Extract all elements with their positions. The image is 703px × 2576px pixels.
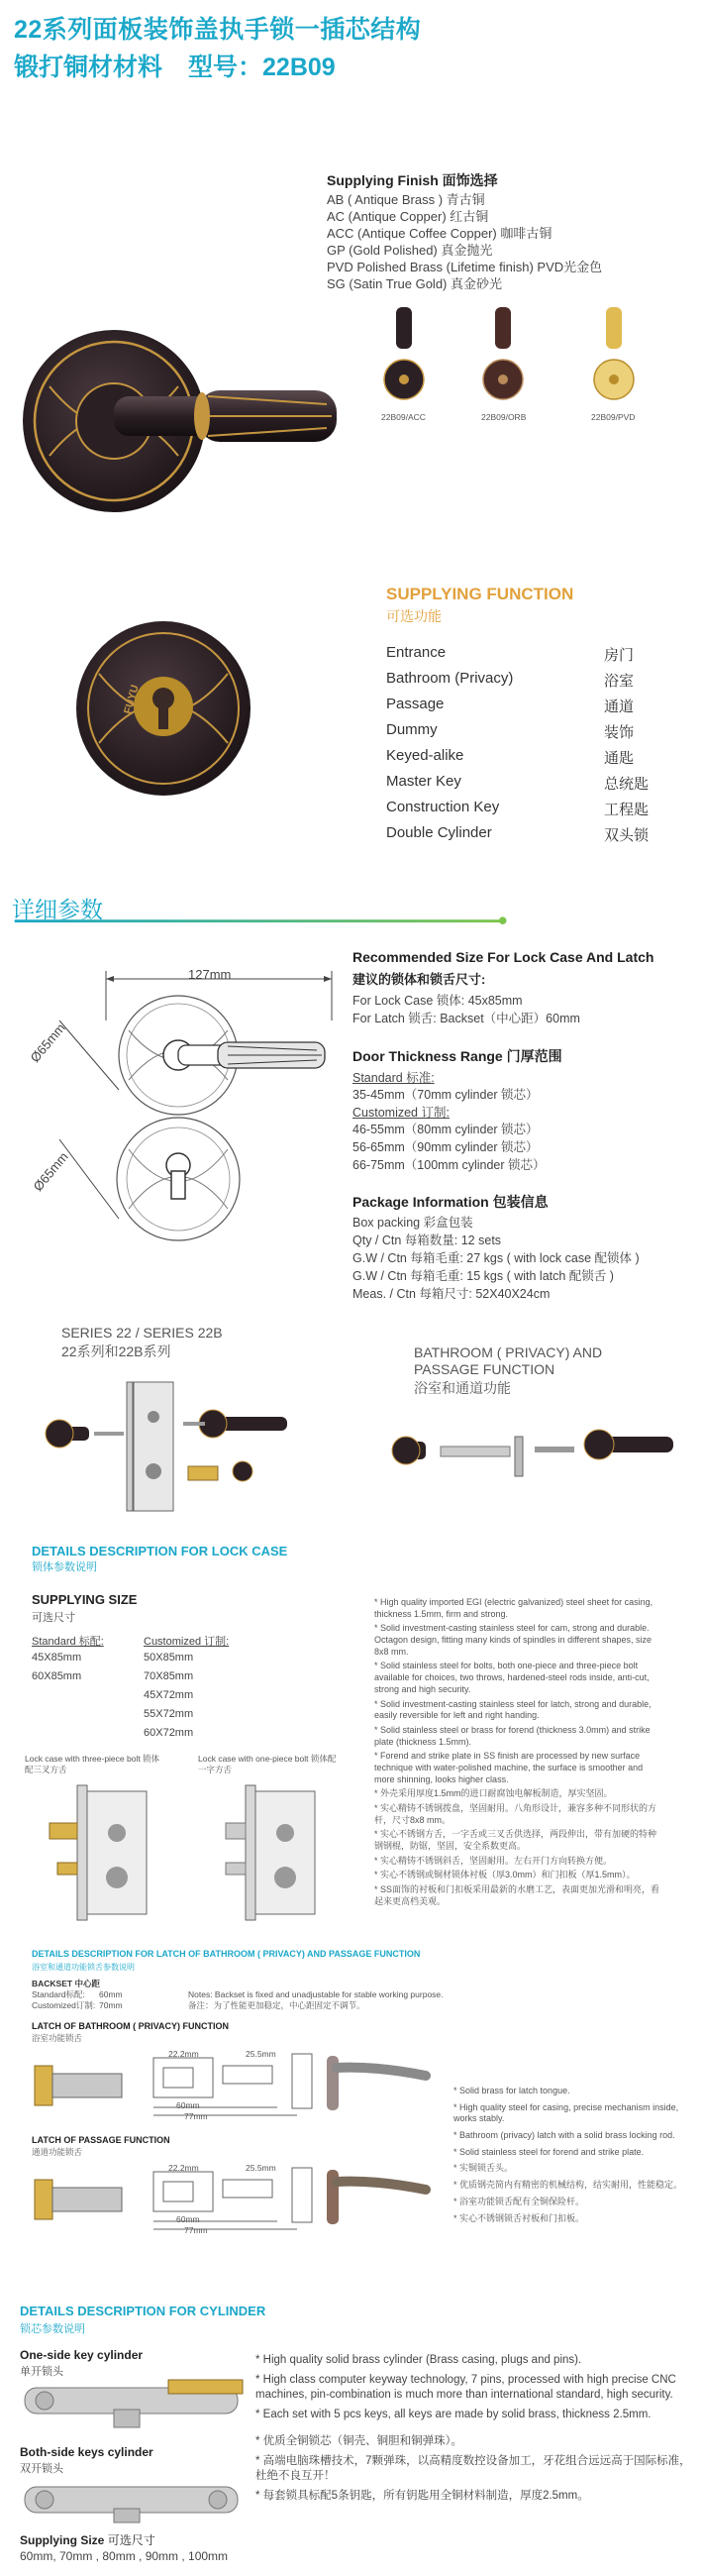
bullet: * 优质钢壳简内有精密的机械结构，结实耐用，性能稳定。 xyxy=(453,2180,683,2191)
bullet-text: High quality imported EGI (electric galvanized) steel sheet for casing, thickness 1.5mm, firm and strong. xyxy=(374,1597,653,1619)
package-line: G.W / Ctn 每箱毛重: 27 kgs ( with lock case 配锁体 ) xyxy=(352,1251,640,1265)
bullet: * Solid brass for latch tongue. xyxy=(453,2086,570,2095)
door-standard-value: 35-45mm（70mm cylinder 锁芯） xyxy=(352,1088,539,1102)
std-size: 45X85mm xyxy=(32,1652,82,1664)
custom-size: 55X72mm xyxy=(144,1708,194,1720)
bullet: * 实心不锈钢锁舌衬板和门扣板。 xyxy=(453,2212,585,2223)
bullet: * Forend and strike plate in SS finish are processed by new surface technique with water-polished machine, the surface is smoother and more shinning, looks higher class. xyxy=(374,1751,644,1784)
bullet-text: 实心不锈钢方舌，一字舌或三叉舌供选择，两段伸出，带有加硬的特种钢钢棍，防锯，坚固，安全系数更高。 xyxy=(374,1829,657,1852)
dim-diameter: Ø65mm xyxy=(27,1020,68,1066)
bullet-text: High quality steel for casing, precise mechanism inside, works stably. xyxy=(453,2101,679,2124)
rec-line: For Lock Case 锁体: 45x85mm xyxy=(352,994,523,1008)
cylinder-sizes: 60mm, 70mm , 80mm , 90mm , 100mm xyxy=(20,2549,229,2563)
bullet-text: Solid stainless steel for forend and strike plate. xyxy=(459,2146,645,2157)
backset-custom-value: 70mm xyxy=(99,2000,123,2010)
function-en: Dummy xyxy=(386,721,438,738)
passage-latch-illustration xyxy=(30,2160,446,2239)
bullet: * Solid stainless steel for bolts, both one-piece and three-piece bolt available for choices, two throws, hardened-steel rods inside, anti-cut, strong and high security. xyxy=(374,1661,650,1694)
bullet: * 实心精铸不锈钢斜舌，坚固耐用。左右开门方向转换方便。 xyxy=(374,1855,613,1866)
bathroom-latch-sub: 浴室功能锁舌 xyxy=(32,2033,83,2043)
dim-width: 127mm xyxy=(188,967,232,982)
bullet: * 高端电脑珠槽技术，7颗弹珠，以高精度数控设备加工，牙花组合远远高于国际标准，杜绝不良互开！ xyxy=(255,2454,691,2482)
latch-dim: 60mm xyxy=(176,2214,200,2224)
bullet-text: 每套锁具标配5条钥匙，所有钥匙用全铜材料制造，厚度2.5mm。 xyxy=(262,2489,589,2502)
series-right-title: BATHROOM ( PRIVACY) AND xyxy=(414,1344,603,1360)
door-custom-value: 66-75mm（100mm cylinder 锁芯） xyxy=(352,1158,546,1172)
rec-size-subheading: 建议的锁体和锁舌尺寸: xyxy=(352,972,486,987)
bullet-text: Forend and strike plate in SS finish are processed by new surface technique with water-polished machine, the surface is smoother and more shinning, looks higher class. xyxy=(374,1751,644,1784)
bullet-text: 实心精铸不锈钢斜舌，坚固耐用。左右开门方向转换方便。 xyxy=(380,1855,613,1866)
latch-dim: 77mm xyxy=(184,2111,208,2121)
cylinder-subheading: 锁芯参数说明 xyxy=(20,2323,85,2335)
backset-label: BACKSET 中心距 xyxy=(32,1979,100,1988)
bullet-text: Solid investment-casting stainless steel for cam, strong and durable. Octagon design, fitting many kinds of spindles in different shapes, size 8x8 mm. xyxy=(374,1623,652,1657)
series-left-sub: 22系列和22B系列 xyxy=(61,1343,171,1359)
latch-heading: DETAILS DESCRIPTION FOR LATCH OF BATHROOM ( PRIVACY) AND PASSAGE FUNCTION xyxy=(32,1949,421,1959)
function-row xyxy=(386,799,673,819)
series-right-title: PASSAGE FUNCTION xyxy=(414,1361,555,1377)
backset-std-label: Standard标配: xyxy=(32,1989,85,1999)
package-line: Meas. / Ctn 每箱尺寸: 52X40X24cm xyxy=(352,1287,551,1301)
latch-dim: 25.5mm xyxy=(246,2049,276,2059)
passage-latch-heading: LATCH OF PASSAGE FUNCTION xyxy=(32,2135,170,2145)
bullet-text: High class computer keyway technology, 7 pins, processed with high precise CNC machines, pin-combination is much more than international standard, high security. xyxy=(255,2373,676,2401)
bullet-text: Solid stainless steel for bolts, both one-piece and three-piece bolt available for choices, two throws, hardened-steel rods inside, anti-cut, strong and high security. xyxy=(374,1661,650,1694)
latch-bullets xyxy=(453,2086,696,2229)
finish-heading: Supplying Finish 面饰选择 xyxy=(327,172,498,188)
finish-item: GP (Gold Polished) 真金抛光 xyxy=(327,243,493,258)
swatch-label: 22B09/ACC xyxy=(381,412,426,422)
lockcase-subheading: 锁体参数说明 xyxy=(32,1561,97,1573)
function-subheading: 可选功能 xyxy=(386,608,442,624)
one-side-cylinder-illustration xyxy=(20,2378,248,2432)
cylinder-size-cn: 可选尺寸 xyxy=(107,2533,155,2547)
page-title: 22系列面板装饰盖执手锁一插芯结构 xyxy=(14,16,422,44)
function-en: Passage xyxy=(386,696,445,712)
package-line: Qty / Ctn 每箱数量: 12 sets xyxy=(352,1234,502,1247)
cylinder-size-heading xyxy=(20,2531,155,2548)
bullet: * 优质全铜锁芯（铜壳、铜胆和铜弹珠）。 xyxy=(255,2434,462,2447)
package-line: G.W / Ctn 每箱毛重: 15 kgs ( with latch 配锁舌 ) xyxy=(352,1269,614,1283)
cylinder-size-en: Supplying Size xyxy=(20,2533,105,2547)
cylinder-bullets xyxy=(255,2353,691,2509)
escutcheon-brand: FUYU xyxy=(122,683,142,716)
function-en: Master Key xyxy=(386,773,461,790)
exploded-view-lockcase xyxy=(40,1372,297,1521)
function-cn: 通道 xyxy=(604,698,635,715)
bullet-text: 实铜锁舌头。 xyxy=(459,2163,514,2174)
bullet: * High quality steel for casing, precise mechanism inside, works stably. xyxy=(453,2101,679,2124)
one-side-cylinder-heading: One-side key cylinder xyxy=(20,2348,144,2362)
std-size: 60X85mm xyxy=(32,1670,82,1682)
function-cn: 总统匙 xyxy=(604,776,650,793)
latch-dim: 22.2mm xyxy=(168,2163,199,2173)
both-side-cylinder-illustration xyxy=(20,2477,248,2526)
backset-std-value: 60mm xyxy=(99,1989,123,1999)
bullet-text: High quality solid brass cylinder (Brass casing, plugs and pins). xyxy=(262,2354,582,2366)
dim-diameter: Ø65mm xyxy=(30,1148,71,1195)
bullet: * 浴室功能锁舌配有全铜保险杆。 xyxy=(453,2196,585,2206)
function-row xyxy=(386,670,673,691)
function-en: Bathroom (Privacy) xyxy=(386,670,514,687)
bullet-text: Solid stainless steel or brass for forend (thickness 3.0mm) and strike plate (thickness 1.5mm). xyxy=(374,1724,651,1747)
function-en: Entrance xyxy=(386,644,447,661)
door-custom-value: 46-55mm（80mm cylinder 锁芯） xyxy=(352,1123,539,1136)
backset-note: Notes: Backset is fixed and unadjustable for stable working purpose. xyxy=(188,1989,444,1999)
passage-latch-sub: 通道功能锁舌 xyxy=(32,2147,83,2157)
lockcase-caption-right: Lock case with one-piece bolt 锁体配一字方舌 xyxy=(198,1754,337,1775)
bullet-text: Solid investment-casting stainless steel for latch, strong and durable, easily reversible for left and right handing. xyxy=(374,1698,652,1721)
package-line: Box packing 彩盒包装 xyxy=(352,1216,473,1230)
bullet: * Solid investment-casting stainless steel for cam, strong and durable. Octagon design, fitting many kinds of spindles in different shapes, size 8x8 mm. xyxy=(374,1623,652,1657)
bullet-text: SS面饰的衬板和门扣板采用最新的水磨工艺，表面更加光滑和明亮，看起来更高档美观。 xyxy=(374,1884,660,1906)
bullet-text: 外壳采用厚度1.5mm的进口耐腐蚀电解板制造，厚实坚固。 xyxy=(380,1788,613,1799)
package-heading: Package Information 包装信息 xyxy=(352,1194,549,1210)
both-side-cylinder-heading: Both-side keys cylinder xyxy=(20,2445,153,2459)
finish-item: ACC (Antique Coffee Copper) 咖啡古铜 xyxy=(327,226,552,241)
backset-custom-label: Customized订制: xyxy=(32,2000,96,2010)
lockcase-heading: DETAILS DESCRIPTION FOR LOCK CASE xyxy=(32,1544,288,1558)
function-cn: 装饰 xyxy=(604,724,635,741)
bullet-text: 实心精铸不锈钢拨盘，坚固耐用。八角形设计，兼容多种不同形状的方杆，尺寸8x8 mm。 xyxy=(374,1803,657,1825)
custom-size: 70X85mm xyxy=(144,1670,194,1682)
finish-item: PVD Polished Brass (Lifetime finish) PVD光金色 xyxy=(327,260,603,274)
function-cn: 浴室 xyxy=(604,673,635,690)
bullet: * Bathroom (privacy) latch with a solid brass locking rod. xyxy=(453,2130,675,2141)
finish-item: SG (Satin True Gold) 真金砂光 xyxy=(327,276,502,291)
details-heading: 详细参数 xyxy=(12,897,103,922)
latch-dim: 25.5mm xyxy=(246,2163,276,2173)
function-row xyxy=(386,721,673,742)
function-cn: 通匙 xyxy=(604,750,635,767)
bullet: * 每套锁具标配5条钥匙，所有钥匙用全铜材料制造，厚度2.5mm。 xyxy=(255,2489,589,2502)
bullet: * High class computer keyway technology, 7 pins, processed with high precise CNC machines, pin-combination is much more than international standard, high security. xyxy=(255,2373,676,2401)
function-en: Double Cylinder xyxy=(386,824,492,841)
finish-swatch-acc xyxy=(374,302,434,411)
supplying-size-sub: 可选尺寸 xyxy=(32,1612,75,1624)
dimension-drawing xyxy=(20,961,337,1258)
function-row xyxy=(386,824,673,845)
latch-dim: 22.2mm xyxy=(168,2049,199,2059)
function-en: Construction Key xyxy=(386,799,500,815)
lockcase-bullets xyxy=(374,1597,661,1911)
custom-size-label: Customized 订制: xyxy=(144,1636,230,1648)
bullet: * SS面饰的衬板和门扣板采用最新的水磨工艺，表面更加光滑和明亮，看起来更高档美观。 xyxy=(374,1884,660,1906)
custom-size: 45X72mm xyxy=(144,1689,194,1701)
finish-swatch-pvd xyxy=(584,302,644,411)
bullet: * 外壳采用厚度1.5mm的进口耐腐蚀电解板制造，厚实坚固。 xyxy=(374,1788,613,1799)
exploded-view-latch xyxy=(386,1397,683,1506)
function-row xyxy=(386,644,673,665)
std-size-label: Standard 标配: xyxy=(32,1636,104,1648)
model-number: 型号：22B09 xyxy=(188,54,336,81)
latch-subheading: 浴室和通道功能锁舌参数说明 xyxy=(32,1963,135,1972)
bullet-text: 优质钢壳简内有精密的机械结构，结实耐用，性能稳定。 xyxy=(459,2180,683,2191)
function-cn: 双头锁 xyxy=(604,827,650,844)
bullet: * Each set with 5 pcs keys, all keys are made by solid brass, thickness 2.5mm. xyxy=(255,2408,652,2420)
rec-size-heading: Recommended Size For Lock Case And Latch xyxy=(352,949,654,965)
custom-size: 60X72mm xyxy=(144,1727,194,1739)
function-heading: SUPPLYING FUNCTION xyxy=(386,585,574,603)
bullet-text: Bathroom (privacy) latch with a solid brass locking rod. xyxy=(459,2130,675,2141)
hero-handle-illustration xyxy=(20,327,347,555)
series-right-sub: 浴室和通道功能 xyxy=(414,1380,511,1396)
bullet: * 实心不锈钢方舌，一字舌或三叉舌供选择，两段伸出，带有加硬的特种钢钢棍，防锯，坚固，安全系数更高。 xyxy=(374,1829,657,1852)
bullet-text: 高端电脑珠槽技术，7颗弹珠，以高精度数控设备加工，牙花组合远远高于国际标准，杜绝不良互开！ xyxy=(255,2454,691,2482)
supplying-size-heading: SUPPLYING SIZE xyxy=(32,1592,138,1607)
swatch-label: 22B09/ORB xyxy=(481,412,527,422)
bullet-text: 优质全铜锁芯（铜壳、铜胆和铜弹珠）。 xyxy=(262,2434,462,2447)
backset-note-cn: 备注：为了性能更加稳定，中心距固定不调节。 xyxy=(188,2000,365,2010)
latch-dim: 60mm xyxy=(176,2100,200,2110)
bullet: * High quality solid brass cylinder (Brass casing, plugs and pins). xyxy=(255,2354,582,2366)
bullet: * Solid investment-casting stainless steel for latch, strong and durable, easily reversible for left and right handing. xyxy=(374,1698,652,1721)
finish-swatch-orb xyxy=(473,302,533,411)
bullet-text: Solid brass for latch tongue. xyxy=(459,2086,570,2095)
latch-dim: 77mm xyxy=(184,2225,208,2235)
lockcase-one-piece-illustration xyxy=(198,1783,317,1922)
both-side-cylinder-sub: 双开锁头 xyxy=(20,2463,63,2475)
bathroom-latch-heading: LATCH OF BATHROOM ( PRIVACY) FUNCTION xyxy=(32,2021,229,2031)
bullet: * 实心不锈钢或铜材锁体衬板（厚3.0mm）和门扣板（厚1.5mm）。 xyxy=(374,1870,636,1880)
finish-item: AB ( Antique Brass ) 青古铜 xyxy=(327,192,485,207)
bullet-text: 浴室功能锁舌配有全铜保险杆。 xyxy=(459,2196,585,2206)
material-label: 锻打铜材材料 xyxy=(14,54,163,81)
bullet: * Solid stainless steel for forend and strike plate. xyxy=(453,2146,645,2157)
door-custom-value: 56-65mm（90mm cylinder 锁芯） xyxy=(352,1140,539,1154)
bullet: * High quality imported EGI (electric galvanized) steel sheet for casing, thickness 1.5mm, firm and strong. xyxy=(374,1597,653,1619)
custom-size: 50X85mm xyxy=(144,1652,194,1664)
bullet: * Solid stainless steel or brass for forend (thickness 3.0mm) and strike plate (thickness 1.5mm). xyxy=(374,1724,651,1747)
rec-line: For Latch 锁舌: Backset（中心距）60mm xyxy=(352,1012,580,1025)
door-thickness-heading: Door Thickness Range 门厚范围 xyxy=(352,1048,562,1064)
escutcheon-illustration xyxy=(74,619,252,798)
function-row xyxy=(386,696,673,716)
function-row xyxy=(386,747,673,768)
function-cn: 工程匙 xyxy=(604,802,650,818)
bathroom-latch-illustration xyxy=(30,2046,446,2125)
door-custom-label: Customized 订制: xyxy=(352,1106,450,1120)
bullet: * 实铜锁舌头。 xyxy=(453,2163,514,2174)
function-en: Keyed-alike xyxy=(386,747,464,764)
function-row xyxy=(386,773,673,794)
finish-item: AC (Antique Copper) 红古铜 xyxy=(327,209,489,224)
lockcase-caption-left: Lock case with three-piece bolt 锁体配三叉方舌 xyxy=(25,1754,160,1775)
one-side-cylinder-sub: 单开锁头 xyxy=(20,2366,63,2378)
swatch-label: 22B09/PVD xyxy=(591,412,636,422)
page-subtitle xyxy=(14,48,336,83)
bullet-text: Each set with 5 pcs keys, all keys are made by solid brass, thickness 2.5mm. xyxy=(262,2408,652,2420)
lockcase-three-piece-illustration xyxy=(30,1783,149,1922)
series-left-title: SERIES 22 / SERIES 22B xyxy=(61,1325,223,1341)
bullet-text: 实心不锈钢锁舌衬板和门扣板。 xyxy=(459,2212,585,2223)
bullet-text: 实心不锈钢或铜材锁体衬板（厚3.0mm）和门扣板（厚1.5mm）。 xyxy=(380,1870,636,1880)
cylinder-heading: DETAILS DESCRIPTION FOR CYLINDER xyxy=(20,2304,266,2318)
function-cn: 房门 xyxy=(604,647,635,664)
bullet: * 实心精铸不锈钢拨盘，坚固耐用。八角形设计，兼容多种不同形状的方杆，尺寸8x8 mm。 xyxy=(374,1803,657,1825)
door-standard-label: Standard 标准: xyxy=(352,1071,435,1085)
